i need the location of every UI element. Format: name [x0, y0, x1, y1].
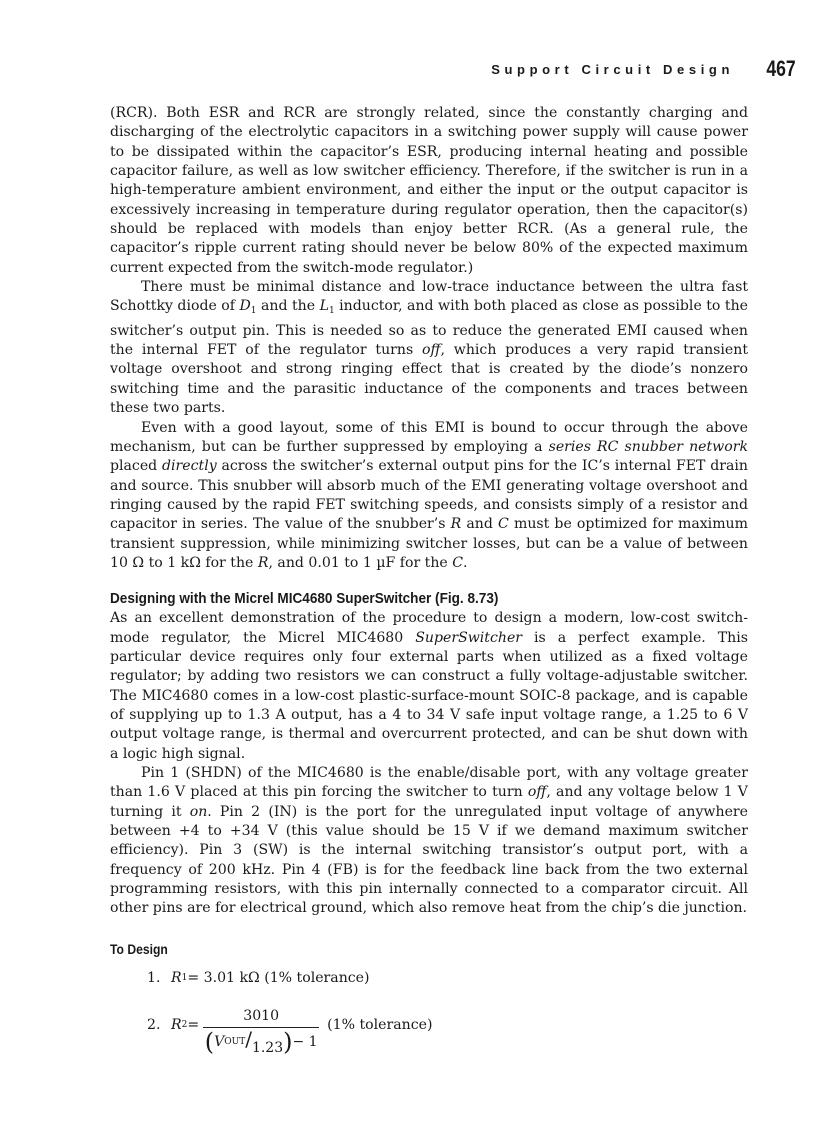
- subscript: 1: [250, 306, 257, 317]
- text-run: and: [461, 516, 499, 533]
- italic-text: D: [239, 298, 251, 315]
- text-run: , and any voltage below 1 V turning it: [110, 784, 748, 820]
- equals-sign: =: [187, 1017, 200, 1034]
- paragraph: [110, 764, 748, 919]
- denominator: (VOUT/1.23)− 1: [204, 1026, 318, 1056]
- text-run: must be optimized for maximum transient suppression, while minimizing switcher losses, but can be a value of between 10 Ω to 1 kΩ for the: [110, 516, 748, 571]
- subscript: 2: [181, 1020, 188, 1031]
- variable: V: [214, 1033, 225, 1050]
- list-item: [147, 994, 748, 1058]
- italic-text: SuperSwitcher: [415, 629, 523, 646]
- fraction: [203, 1007, 319, 1059]
- page-number: 467: [766, 56, 796, 81]
- item-number: 1.: [147, 970, 161, 987]
- text-run: As an excellent demonstration of the procedure to design a modern, low-cost switch-mode regulator, the Micrel MIC4680: [110, 610, 748, 646]
- text-run: Even with a good layout, some of this EMI is bound to occur through the above mechanism, but can be further suppressed by employing a: [110, 419, 748, 455]
- variable: R: [171, 1017, 182, 1034]
- body-content: [110, 104, 748, 1058]
- text-run: inductor, and with both placed as close as possible to the switcher’s output pin. This is needed so as to reduce the generated EMI caused when the internal FET of the regulator turns: [110, 298, 748, 359]
- text-run: , and 0.01 to 1 µF for the: [268, 554, 453, 571]
- running-title: Support Circuit Design: [491, 62, 734, 77]
- text-run: Pin 1 (SHDN) of the MIC4680 is the enable/disable port, with any voltage greater than 1.6 V placed at this pin forcing the switcher to turn: [110, 765, 748, 801]
- paragraph: [110, 104, 748, 278]
- italic-text: R: [257, 554, 269, 571]
- text-run: is a perfect example. This particular device requires only four external parts when utilized as a fixed voltage regulator; by adding two resistors we can construct a fully voltage-adjustable switcher. The MIC4680 comes in a low-cost plastic-surface-mount SOIC-8 package, and is capable of supplying up to 1.3 A output, has a 4 to 34 V safe input voltage range, a 1.25 to 6 V output voltage range, is thermal and overcurrent protected, and can be shut down with a logic high signal.: [110, 629, 748, 762]
- text-run: . Pin 2 (IN) is the port for the unregulated input voltage of anywhere between +4 to +34 V (this value should be 15 V if we demand maximum switcher efficiency). Pin 3 (SW) is the internal switching transistor’s output port, with a frequency of 200 kHz. Pin 4 (FB) is for the feedback line back from the two external programming resistors, with this pin internally connected to a comparator circuit. All other pins are for electrical ground, which also remove heat from the chip’s die junction.: [110, 803, 748, 917]
- text-run: , which produces a very rapid transient voltage overshoot and strong ringing effect that is created by the diode’s nonzero switching time and the parasitic inductance of the components and traces between these two parts.: [110, 342, 749, 417]
- subsection-heading: To Design: [110, 941, 168, 957]
- list-item: [147, 968, 748, 990]
- text-run: (RCR). Both ESR and RCR are strongly related, since the constantly charging and discharging of the electrolytic capacitors in a switching power supply will cause power to be dissipated within the capacitor’s ESR, producing internal heating and possible capacitor failure, as well as low switcher efficiency. Therefore, if the switcher is run in a high-temperature ambient environment, and either the input or the output capacitor is excessively increasing in temperature during regulator operation, then the capacitor(s) should be replaced with models than enjoy better RCR. (As a general rule, the capacitor’s ripple current rating should never be below 80% of the expected maximum current expected from the switch-mode regulator.): [110, 105, 748, 276]
- equation-text: = 3.01 kΩ (1% tolerance): [187, 970, 370, 987]
- numerator: 3010: [203, 1007, 319, 1028]
- italic-text: off: [422, 342, 441, 359]
- text-run: There must be minimal distance and low-trace inductance between the ultra fast Schottky diode of: [110, 279, 748, 315]
- tolerance-note: (1% tolerance): [327, 1017, 433, 1034]
- section-heading: Designing with the Micrel MIC4680 SuperSwitcher (Fig. 8.73): [110, 591, 499, 608]
- italic-text: on: [189, 803, 208, 820]
- subscript: OUT: [224, 1036, 246, 1047]
- italic-text: R: [450, 516, 462, 533]
- paragraph: [110, 419, 748, 574]
- italic-text: series RC snubber network: [548, 438, 748, 455]
- divisor: 1.23: [251, 1039, 284, 1056]
- italic-text: directly: [162, 458, 217, 475]
- italic-text: L: [319, 298, 329, 315]
- minus-one: − 1: [292, 1033, 318, 1050]
- paragraph: [110, 609, 748, 764]
- design-steps: [147, 968, 748, 1058]
- subscript: 1: [181, 973, 188, 984]
- italic-text: C: [452, 554, 464, 571]
- item-number: 2.: [147, 1017, 161, 1034]
- text-run: across the switcher’s external output pins for the IC’s internal FET drain and source. This snubber will absorb much of the EMI generating voltage overshoot and ringing caused by the rapid FET switching speeds, and consists simply of a resistor and capacitor in series. The value of the snubber’s: [110, 458, 748, 533]
- text-run: .: [463, 554, 468, 571]
- variable: R: [171, 970, 182, 987]
- italic-text: off: [527, 784, 547, 801]
- paragraph: [110, 278, 748, 418]
- page-header: [0, 56, 806, 86]
- subscript: 1: [328, 306, 335, 317]
- italic-text: C: [498, 516, 509, 533]
- text-run: placed: [110, 458, 163, 475]
- text-run: and the: [256, 298, 320, 315]
